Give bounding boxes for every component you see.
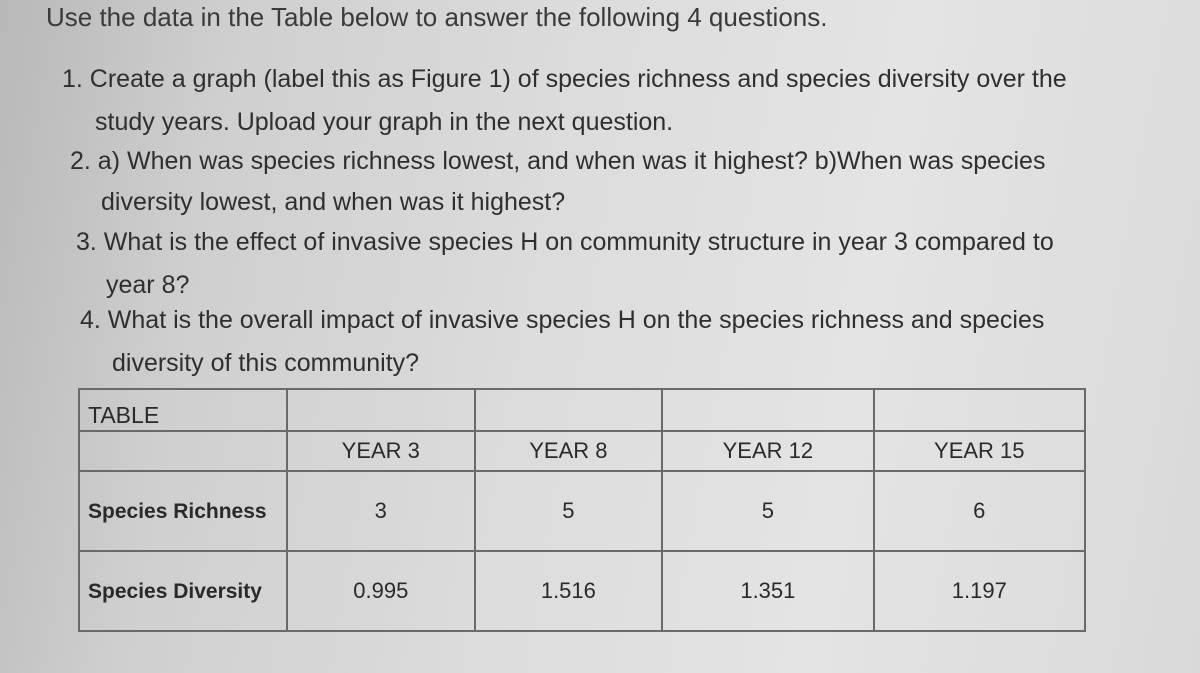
diversity-year-3-value: 0.995	[353, 578, 409, 603]
column-header-year-3: YEAR 3	[287, 431, 475, 471]
table-empty-cell	[662, 389, 873, 431]
table-corner-cell	[79, 431, 287, 471]
table-label-row	[79, 389, 1085, 431]
table-cell	[475, 471, 663, 551]
richness-year-8-value: 5	[562, 498, 575, 523]
table-label-cell	[79, 389, 287, 431]
table-cell	[287, 471, 475, 551]
table-cell	[662, 471, 873, 551]
question-2-line-1: 2. a) When was species richness lowest, and when was it highest? b)When was species	[70, 147, 1046, 175]
question-4-line-2: diversity of this community?	[112, 349, 420, 377]
question-1-line-1: 1. Create a graph (label this as Figure 1) of species richness and species diversity over the	[62, 65, 1067, 93]
richness-year-12-value: 5	[761, 498, 774, 523]
diversity-year-12-value: 1.351	[740, 578, 796, 603]
instructions-text: Use the data in the Table below to answer the following 4 questions.	[46, 2, 828, 32]
table-empty-cell	[475, 389, 663, 431]
table-empty-cell	[874, 389, 1085, 431]
question-3-line-1: 3. What is the effect of invasive species H on community structure in year 3 compared to	[76, 228, 1054, 256]
column-header-year-15: YEAR 15	[874, 431, 1085, 471]
question-3-line-2: year 8?	[106, 271, 190, 299]
richness-year-15-value: 6	[973, 498, 986, 523]
row-label-text: Species Diversity	[88, 580, 262, 603]
row-label-species-diversity	[79, 551, 287, 631]
row-label-text: Species Richness	[88, 500, 267, 523]
table-row	[79, 471, 1085, 551]
table-label: TABLE	[88, 402, 160, 428]
table-cell	[475, 551, 663, 631]
table-header-row	[79, 431, 1085, 471]
table-empty-cell	[287, 389, 475, 431]
diversity-year-8-value: 1.516	[540, 578, 596, 603]
diversity-year-15-value: 1.197	[951, 578, 1007, 603]
row-label-species-richness	[79, 471, 287, 551]
table-cell	[874, 551, 1085, 631]
question-2-line-2: diversity lowest, and when was it highest?	[101, 188, 566, 216]
question-4-line-1: 4. What is the overall impact of invasive species H on the species richness and species	[80, 306, 1045, 334]
question-1-line-2: study years. Upload your graph in the next question.	[95, 108, 674, 136]
table-cell	[662, 551, 873, 631]
column-header-year-8: YEAR 8	[475, 431, 663, 471]
richness-year-3-value: 3	[374, 498, 387, 523]
table-cell	[287, 551, 475, 631]
table-row	[79, 551, 1085, 631]
data-table	[78, 388, 1086, 632]
table-cell	[874, 471, 1085, 551]
column-header-year-12: YEAR 12	[662, 431, 873, 471]
